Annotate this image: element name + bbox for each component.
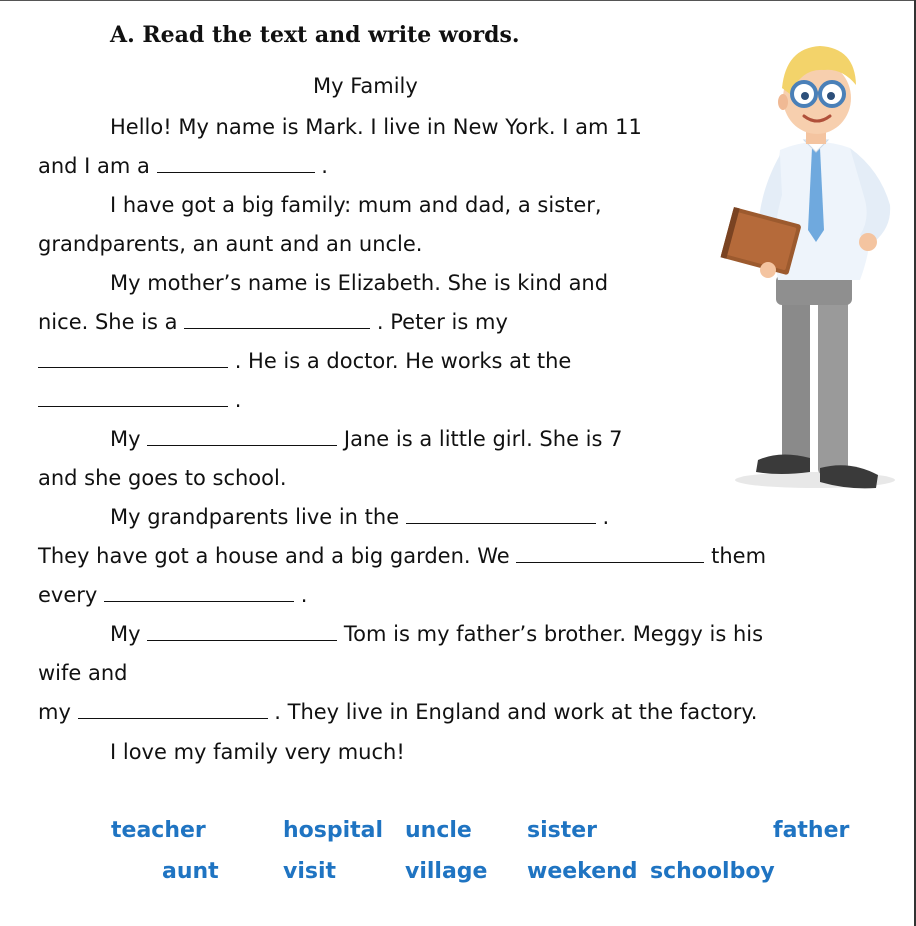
word-bank-schoolboy: schoolboy (650, 859, 775, 884)
text-line: and I am a . (38, 154, 328, 178)
text-line: They have got a house and a big garden. We them (38, 544, 767, 568)
word-bank-village: village (405, 859, 488, 884)
word-bank-sister: sister (527, 818, 598, 843)
text-line: nice. She is a . Peter is my (38, 310, 508, 334)
text-line: and she goes to school. (38, 466, 287, 490)
word-bank-hospital: hospital (283, 818, 384, 843)
answer-blank[interactable] (104, 583, 294, 602)
word-bank-uncle: uncle (405, 818, 472, 843)
word-bank-teacher: teacher (111, 818, 206, 843)
text-line: I love my family very much! (110, 740, 405, 764)
text-line: My grandparents live in the . (110, 505, 610, 529)
text-line: . (38, 385, 241, 415)
text-line: every . (38, 583, 308, 607)
text-line: I have got a big family: mum and dad, a sister, (110, 193, 602, 217)
answer-blank[interactable] (184, 310, 370, 329)
answer-blank[interactable] (147, 427, 337, 446)
answer-blank[interactable] (157, 154, 315, 173)
exercise-heading: A. Read the text and write words. (110, 22, 520, 48)
text-line: My mother’s name is Elizabeth. She is kind and (110, 271, 609, 295)
text-line: My Jane is a little girl. She is 7 (110, 427, 623, 451)
answer-blank[interactable] (38, 349, 228, 368)
answer-blank[interactable] (78, 700, 268, 719)
answer-blank[interactable] (38, 388, 228, 407)
page-border-top (0, 0, 916, 1)
text-line: Hello! My name is Mark. I live in New York. I am 11 (110, 115, 642, 139)
teacher-illustration (720, 30, 915, 505)
text-line: grandparents, an aunt and an uncle. (38, 232, 423, 256)
text-title: My Family (313, 74, 418, 98)
word-bank-aunt: aunt (162, 859, 219, 884)
word-bank-father: father (773, 818, 850, 843)
word-bank-visit: visit (283, 859, 337, 884)
text-line: wife and (38, 661, 128, 685)
text-line: My Tom is my father’s brother. Meggy is his (110, 622, 764, 646)
text-line: . He is a doctor. He works at the (38, 346, 571, 376)
word-bank-weekend: weekend (527, 859, 638, 884)
answer-blank[interactable] (406, 505, 596, 524)
answer-blank[interactable] (516, 544, 704, 563)
text-line: my . They live in England and work at the factory. (38, 700, 758, 724)
answer-blank[interactable] (147, 622, 337, 641)
